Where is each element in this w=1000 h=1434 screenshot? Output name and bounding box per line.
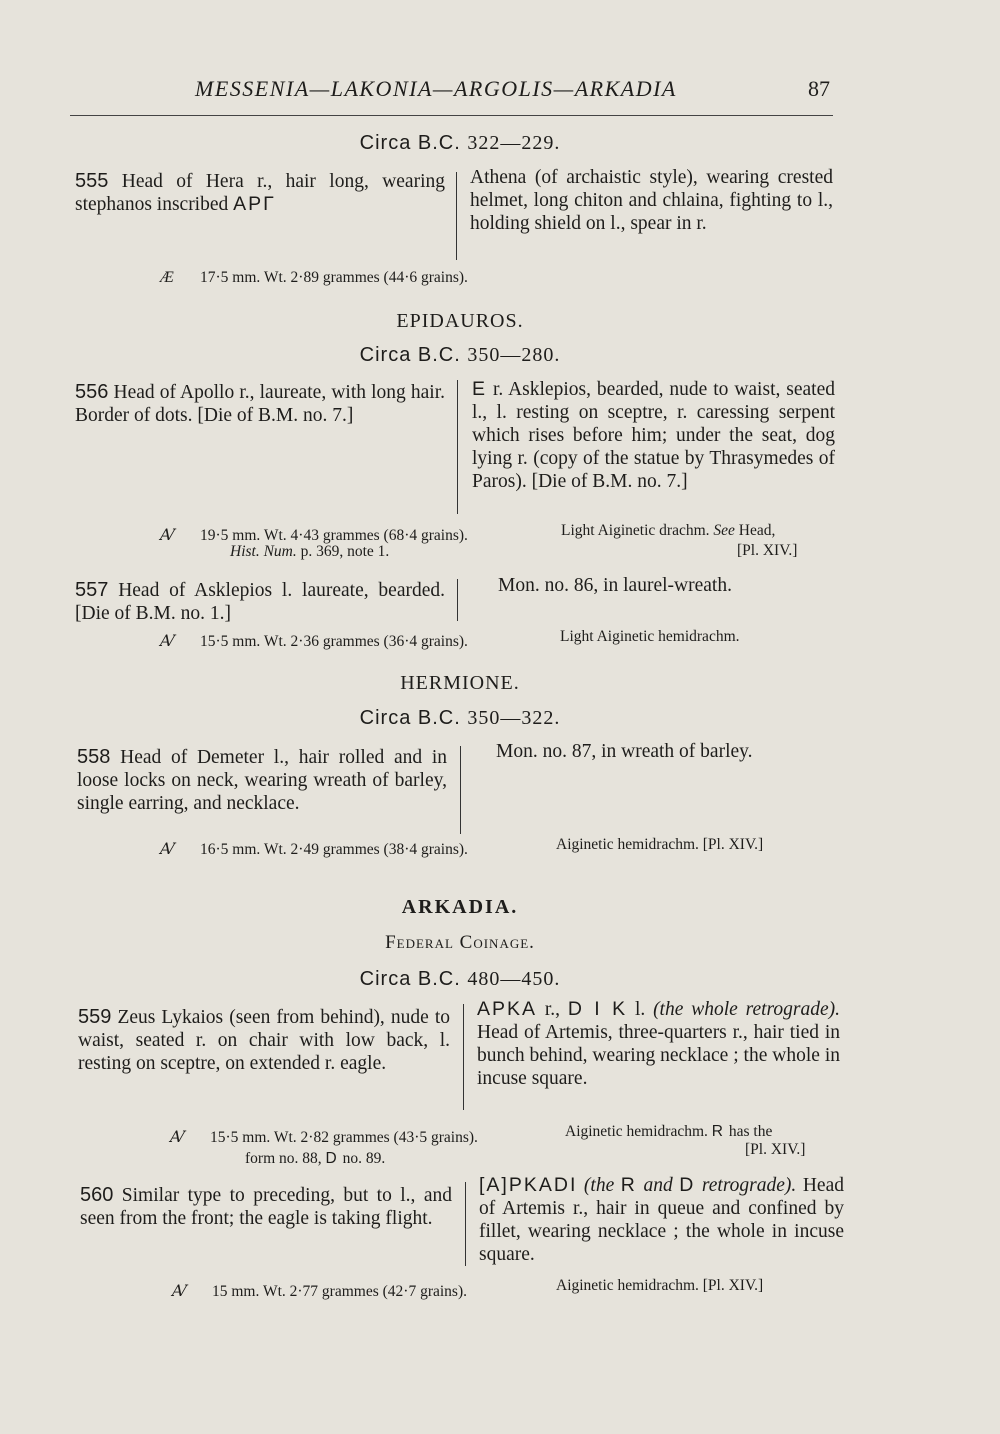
coin-559-obverse [78,1006,450,1075]
period-heading [0,344,960,367]
coin-558-obverse [77,746,447,815]
obverse-legend: ΑΡΓ [233,193,276,215]
coin-number: 555 [75,170,109,192]
metal-symbol: Ꜹ [170,1129,186,1146]
reverse-italic-note: (the whole retrograde). [653,999,841,1020]
reverse-italic-note: and [643,1175,673,1196]
subsection-title: Federal Coinage. [385,932,535,953]
coin-measurements: 19·5 mm. Wt. 4·43 grammes (68·4 grains). [200,527,468,544]
plate-reference: [Pl. XIV.] [737,542,798,559]
column-divider [465,1182,466,1266]
period-dates: 480—450. [467,968,561,990]
coin-560-reverse [479,1174,844,1266]
coin-560-details [172,1282,467,1301]
metal-symbol: Ꜹ [160,841,176,858]
period-dates: 350—280. [467,344,561,366]
coin-559-note [565,1123,772,1141]
letter-form: R [620,1174,637,1196]
denomination-note: Light Aiginetic drachm. [561,522,710,539]
coin-number: 559 [78,1006,112,1028]
coin-558-note: Aiginetic hemidrachm. [Pl. XIV.] [556,836,764,853]
period-label: Circa B.C. [359,968,461,990]
reverse-italic-note: retrograde). [701,1175,797,1196]
coin-measurements: 15·5 mm. Wt. 2·82 grammes (43·5 grains). [210,1129,478,1146]
reverse-text: Head of Artemis, three-quarters r., hair tied in bunch behind, wearing necklace ; the whole in incuse square. [477,1022,840,1089]
section-title-epidauros: EPIDAUROS. [396,310,524,332]
obverse-text: Head of Asklepios l. laureate, bearded. [Die of B.M. no. 1.] [75,580,445,624]
coin-number: 560 [80,1184,114,1206]
reverse-direction: r., [544,999,561,1020]
coin-measurements: 15·5 mm. Wt. 2·36 grammes (36·4 grains). [200,633,468,650]
coin-558-details [160,840,468,859]
metal-symbol: Ꜹ [160,633,176,650]
coin-556-reverse [472,378,835,493]
header-rule [70,115,833,116]
period-label: Circa B.C. [359,344,461,366]
coin-555-obverse [75,170,445,216]
letter-form: D [325,1150,339,1167]
period-dates: 322—229. [467,132,561,154]
coin-557-note: Light Aiginetic hemidrachm. [560,628,740,645]
denomination-note: Aiginetic hemidrachm. [565,1123,708,1140]
reverse-legend: Ε [472,378,488,400]
obverse-text: Head of Demeter l., hair rolled and in loose locks on neck, wearing wreath of barley, single earring, and necklace. [77,747,447,814]
running-header: MESSENIA—LAKONIA—ARGOLIS—ARKADIA [195,76,677,101]
period-label: Circa B.C. [359,707,461,729]
reverse-direction: l. [634,999,646,1020]
coin-number: 558 [77,746,111,768]
period-label: Circa B.C. [359,132,461,154]
obverse-text: Head of Apollo r., laureate, with long hair. Border of dots. [Die of B.M. no. 7.] [75,382,446,426]
coin-555-details [160,269,468,287]
column-divider [463,1004,464,1110]
coin-560-note: Aiginetic hemidrachm. [Pl. XIV.] [556,1277,764,1294]
reverse-legend: [Α]ΡΚΑDΙ [479,1174,578,1196]
page-number: 87 [808,76,830,101]
obverse-text: Zeus Lykaios (seen from behind), nude to waist, seated r. on chair with low back, l. resting on sceptre, on extended r. eagle. [78,1007,450,1074]
reverse-legend: ΑΡΚΑ [477,998,538,1020]
coin-557-details [160,632,468,651]
reverse-italic-note: (the [583,1175,615,1196]
metal-symbol: Ꜹ [160,527,176,544]
note-text: no. 89. [342,1150,386,1167]
coin-556-obverse [75,381,445,427]
period-heading [0,707,960,730]
coin-560-obverse [80,1184,452,1230]
coin-556-note [561,522,775,540]
coin-557-reverse: Mon. no. 86, in laurel-wreath. [498,575,732,596]
metal-symbol: Æ [160,269,174,286]
letter-form: R [711,1123,725,1140]
reference-page: p. 369, note 1. [300,543,390,560]
period-heading [0,968,960,991]
coin-559-form-note [245,1150,385,1168]
coin-number: 557 [75,579,109,601]
reverse-legend: D Ι Κ [567,998,628,1020]
metal-symbol: Ꜹ [172,1283,188,1300]
plate-reference: [Pl. XIV.] [745,1141,806,1158]
period-dates: 350—322. [467,707,561,729]
coin-measurements: 17·5 mm. Wt. 2·89 grammes (44·6 grains). [200,269,468,286]
coin-559-reverse [477,998,840,1090]
period-heading [0,132,960,155]
coin-559-details [170,1128,478,1147]
coin-measurements: 15 mm. Wt. 2·77 grammes (42·7 grains). [212,1283,467,1300]
coin-measurements: 16·5 mm. Wt. 2·49 grammes (38·4 grains). [200,841,468,858]
column-divider [457,579,458,621]
letter-form: D [679,1174,696,1196]
coin-557-obverse [75,579,445,625]
coin-number: 556 [75,381,109,403]
section-title-hermione: HERMIONE. [400,672,520,694]
reverse-text: r. Asklepios, bearded, nude to waist, seated l., l. resting on sceptre, r. caressing serpent which rises before him; under the seat, dog lying r. (copy of the statue by Thrasymedes of Paros). [Die of B.M. no. 7.] [472,379,836,492]
coin-558-reverse: Mon. no. 87, in wreath of barley. [496,741,753,762]
column-divider [457,380,458,514]
reference-author: Head, [738,522,776,539]
coin-555-reverse: Athena (of archaistic style), wearing crested helmet, long chiton and chlaina, fighting to l., holding shield on l., spear in r. [470,167,833,234]
region-title-arkadia: ARKADIA. [401,896,519,918]
coin-556-reference [230,543,389,561]
obverse-text: Similar type to preceding, but to l., and seen from the front; the eagle is taking flight. [80,1185,452,1229]
column-divider [456,172,457,260]
note-text: has the [728,1123,773,1140]
column-divider [460,746,461,834]
note-text: form no. 88, [245,1150,322,1167]
reference-work: Hist. Num. [230,543,297,560]
obverse-text: Head of Hera r., hair long, wearing stephanos inscribed [75,171,445,215]
reverse-text: Head of Artemis r., hair in queue and confined by fillet, wearing necklace ; the whole in incuse square. [479,1175,844,1265]
see-reference: See [713,522,735,539]
